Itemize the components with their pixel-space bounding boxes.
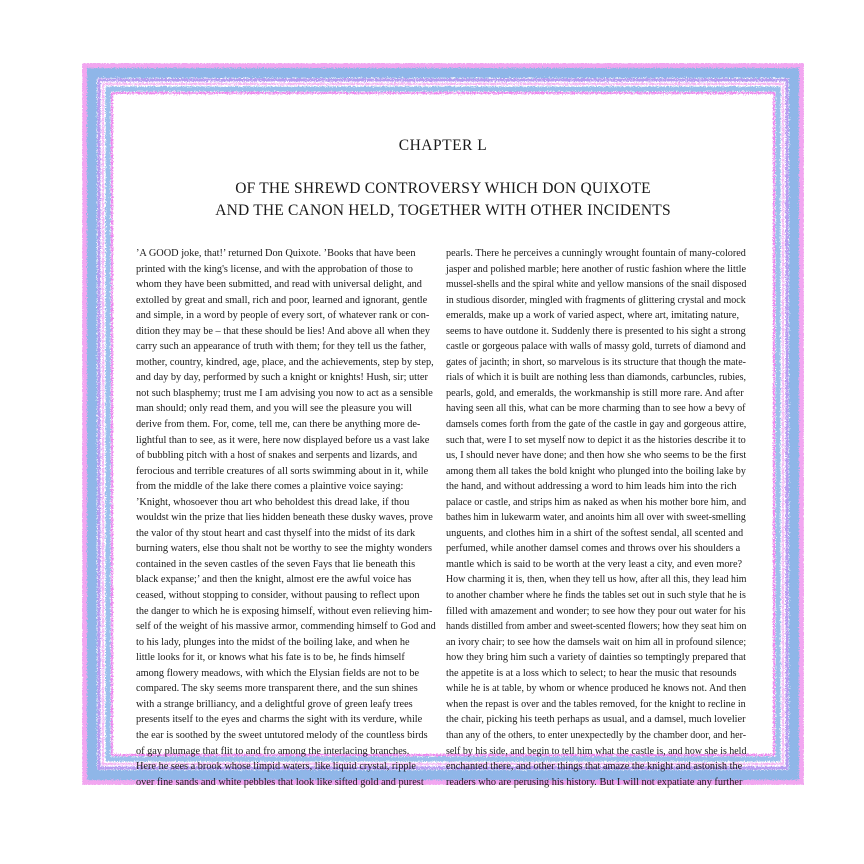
text-line: such that, were I to set myself now to depict it as the histories describe it to	[446, 434, 746, 446]
text-line: an ivory chair; to see how the damsels wait on him all in profound silence;	[446, 636, 747, 648]
subtitle-line: OF THE SHREWD CONTROVERSY WHICH DON QUIXOTE	[235, 180, 651, 197]
text-line: the appetite is at a loss which to select; to hear the music that resounds	[446, 667, 737, 679]
text-line: black expanse;’ and then the knight, almost ere the awful voice has	[136, 574, 412, 586]
text-line: pearls. There he perceives a cunningly wrought fountain of many-colored	[446, 248, 746, 259]
text-line: having seen all this, what can be more charming than to see how a bevy of	[446, 403, 746, 415]
text-line: little looks for it, or knows what his fate is to be, he finds himself	[136, 652, 405, 664]
chapter-title: CHAPTER L	[398, 137, 488, 154]
text-line: perfumed, while another damsel comes and throws over his shoulders a	[446, 543, 741, 555]
text-line: and day by day, performed by such a knight or knights! Hush, sir; utter	[136, 372, 428, 384]
text-line: than any of the others, to enter unexpectedly by the chamber door, and her-	[446, 729, 747, 741]
text-line: ’A GOOD joke, that!’ returned Don Quixote. ’Books that have been	[136, 248, 416, 259]
text-line: mother, country, kindred, age, place, and the achievements, step by step,	[136, 356, 434, 368]
text-line: palace or castle, and strips him as naked as when his mother bore him, and	[446, 496, 747, 508]
text-line: burning waters, else thou shalt not be worthy to see the mighty wonders	[136, 543, 432, 555]
text-line: castle or gorgeous palace with walls of massy gold, turrets of diamond and	[446, 341, 746, 353]
text-line: to his lady, plunges into the midst of the boiling lake, and when he	[136, 636, 410, 648]
text-line: bathes him in lukewarm water, and anoints him all over with sweet-smelling	[446, 512, 746, 524]
text-line: How charming it is, then, when they tell us how, after all this, they lead him	[446, 574, 747, 586]
text-line: emeralds, make up a work of varied aspect, where art, imitating nature,	[446, 310, 740, 322]
text-line: pearls, gold, and emeralds, the workmanship is still more rare. And after	[446, 387, 744, 399]
text-line: whom they have been submitted, and read with universal delight, and	[136, 279, 422, 291]
text-line: the hand, and without addressing a word to him leads him into the rich	[446, 481, 737, 493]
text-line: carry such an appearance of truth with them; for they tell us the father,	[136, 341, 427, 353]
text-line: presents itself to the eyes and charms the sight with its verdure, while	[136, 714, 423, 726]
text-line: derive from them. For, come, tell me, can there be anything more de-	[136, 419, 421, 431]
text-line: self of the weight of his massive armor, commending himself to God and	[136, 621, 436, 633]
text-line: seems to have outdone it. Suddenly there is presented to his sight a strong	[446, 325, 746, 337]
text-line: among them all takes the bold knight who plunged into the boiling lake by	[446, 465, 746, 477]
text-line: in studious disorder, mingled with fragments of glittering crystal and mock	[446, 294, 746, 306]
text-line: of bubbling pitch with a host of snakes and serpents and lizards, and	[136, 450, 418, 462]
text-line: compared. The sky seems more transparent there, and the sun shines	[136, 683, 418, 695]
text-line: readers who are perusing his history. But I will not expatiate any further	[446, 776, 743, 788]
text-line: among flowery meadows, with which the Elysian fields are not to be	[136, 667, 420, 679]
right-text-column	[446, 246, 746, 790]
text-line: us, I should never have done; and then how she who seems to be the first	[446, 450, 747, 462]
text-line: the ear is soothed by the sweet untutored melody of the countless birds	[136, 729, 428, 741]
book-page	[114, 97, 772, 788]
text-line: from the middle of the lake there comes a plaintive voice saying:	[136, 481, 404, 493]
left-text-column	[136, 246, 436, 790]
text-line: rials of which it is built are nothing less than diamonds, carbuncles, rubies,	[446, 372, 746, 384]
text-line: enchanted there, and other things that amaze the knight and astonish the	[446, 761, 743, 773]
text-line: when the repast is over and the tables removed, for the knight to recline in	[446, 698, 746, 710]
text-line: over fine sands and white pebbles that look like sifted gold and purest	[136, 776, 424, 788]
text-line: hands distilled from amber and sweet-scented flowers; how they seat him on	[446, 621, 747, 633]
text-line: contained in the seven castles of the seven Fays that lie beneath this	[136, 558, 416, 570]
text-line: ceased, without stopping to consider, without pausing to reflect upon	[136, 590, 420, 602]
text-line: self by his side, and begin to tell him what the castle is, and how she is held	[446, 745, 747, 757]
text-line: while he is at table, by whom or whence produced he knows not. And then	[446, 683, 747, 695]
text-line: printed with the king's license, and with the approbation of those to	[136, 263, 413, 275]
text-line: man should; only read them, and you will see the pleasure you will	[136, 403, 412, 415]
text-line: the chair, picking his teeth perhaps as usual, and a damsel, much lovelier	[446, 714, 746, 726]
text-line: of gay plumage that flit to and fro among the interlacing branches.	[136, 745, 410, 757]
text-line: ’Knight, whosoever thou art who beholdest this dread lake, if thou	[136, 496, 410, 508]
text-line: filled with amazement and wonder; to see how they pour out water for his	[446, 605, 746, 617]
text-line: ferocious and terrible creatures of all sorts swimming about in it, while	[136, 465, 429, 477]
text-line: mantle which is said to be worth at the very least a city, and even more?	[446, 558, 743, 570]
text-line: to another chamber where he finds the tables set out in such style that he is	[446, 590, 746, 602]
text-line: jasper and polished marble; here another of rustic fashion where the little	[446, 263, 747, 275]
text-line: the valor of thy stout heart and cast thyself into the midst of its dark	[136, 527, 416, 539]
text-line: the danger to which he is exposing himself, without even relieving him-	[136, 605, 433, 617]
text-line: wouldst win the prize that lies hidden beneath these dusky waves, prove	[136, 512, 433, 524]
text-line: extolled by great and small, rich and poor, learned and ignorant, gentle	[136, 294, 428, 306]
text-line: gates of jacinth; in short, so marvelous is its structure that though the mate-	[446, 356, 746, 368]
text-line: damsels comes forth from the gate of the castle in gay and gorgeous attire,	[446, 419, 747, 431]
text-line: Here he sees a brook whose limpid waters, like liquid crystal, ripple	[136, 761, 416, 773]
text-line: and simple, in a word by people of every sort, of whatever rank or con-	[136, 310, 430, 322]
chapter-subtitle	[114, 178, 772, 222]
text-line: how they bring him such a variety of dainties so temptingly prepared that	[446, 652, 746, 664]
text-line: dition they may be – that these should be lies! And above all when they	[136, 325, 430, 337]
text-line: unguents, and clothes him in a shirt of the softest sendal, all scented and	[446, 527, 744, 539]
decorative-frame	[82, 63, 804, 788]
text-line: with a strange brilliancy, and a delightful grove of green leafy trees	[136, 698, 413, 710]
text-line: mussel-shells and the spiral white and yellow mansions of the snail disposed	[446, 279, 747, 291]
text-line: lightful than to see, as it were, here now displayed before us a vast lake	[136, 434, 430, 446]
subtitle-line: AND THE CANON HELD, TOGETHER WITH OTHER INCIDENTS	[215, 202, 671, 219]
text-line: not such blasphemy; trust me I am advising you now to act as a sensible	[136, 387, 433, 399]
